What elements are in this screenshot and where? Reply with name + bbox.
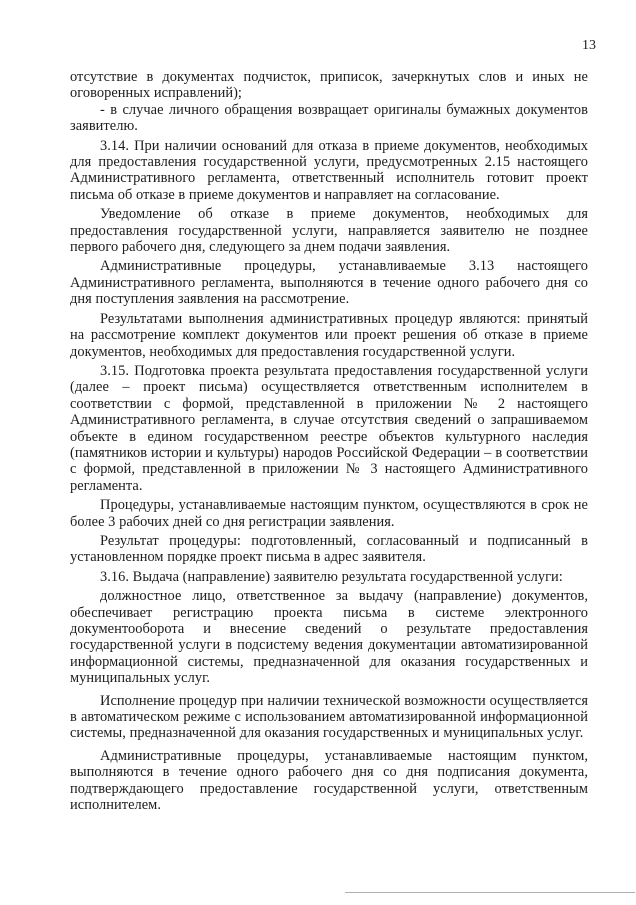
paragraph-refusal-notice: Уведомление об отказе в приеме документов, необходимых для предоставления государственной услуги, направляется заявителю не позднее первого рабочего дня, следующего за днем подачи заявления. <box>70 206 588 256</box>
paragraph-3-16: 3.16. Выдача (направление) заявителю результата государственной услуги: <box>100 568 563 585</box>
paragraph-3-14: 3.14. При наличии оснований для отказа в приеме документов, необходимых для предоставления государственной услуги, предусмотренных 2.15 настоящего Административного регламента, ответственный исполнитель готовит проект письма об отказе в приеме документов и направляет на согласование. <box>70 137 588 203</box>
paragraph-admin-procedures-3-13: Административные процедуры, устанавливаемые 3.13 настоящего Административного регламента, выполняются в течение одного рабочего дня со дня поступления заявления на рассмотрение. <box>70 258 588 308</box>
page-number: 13 <box>582 38 596 53</box>
paragraph-automatic-mode: Исполнение процедур при наличии технической возможности осуществляется в автоматическом режиме с использованием автоматизированной информационной системы, предназначенной для оказания государственных и муниципальных услуг. <box>70 692 588 742</box>
paragraph-3-15: 3.15. Подготовка проекта результата предоставления государственной услуги (далее – проект письма) осуществляется ответственным исполнителем в соответствии с формой, представленной в приложении № 2 настоящего Административного регламента, в случае отсутствия сведений о запрашиваемом объекте в едином государственном реестре объектов культурного наследия (памятников истории и культуры) народов Российской Федерации – в соответствии с формой, представленной в приложении № 3 настоящего Административного регламента. <box>70 362 588 494</box>
paragraph-return-originals: - в случае личного обращения возвращает оригиналы бумажных документов заявителю. <box>70 101 588 135</box>
paragraph-admin-procedures-deadline: Административные процедуры, устанавливаемые настоящим пунктом, выполняются в течение одного рабочего дня со дня подписания документа, подтверждающего предоставление государственной услуги, ответственным исполнителем. <box>70 747 588 814</box>
paragraph-continuation: отсутствие в документах подчисток, приписок, зачеркнутых слов и иных не оговоренных исправлений); <box>70 69 588 102</box>
paragraph-procedure-results: Результатами выполнения административных процедур являются: принятый на рассмотрение комплект документов или проект решения об отказе в приеме документов, необходимых для предоставления государственной услуги. <box>70 310 588 360</box>
document-body <box>70 69 588 813</box>
paragraph-procedure-deadline: Процедуры, устанавливаемые настоящим пунктом, осуществляются в срок не более 3 рабочих дней со дня регистрации заявления. <box>70 497 588 530</box>
paragraph-official-duties: должностное лицо, ответственное за выдачу (направление) документов, обеспечивает регистрацию проекта письма в системе электронного документооборота и внесение сведений о результате предоставления государственной услуги в подсистему ведения документации автоматизированной информационной системы, предназначенной для оказания государственных и муниципальных услуг. <box>70 588 588 687</box>
paragraph-procedure-result: Результат процедуры: подготовленный, согласованный и подписанный в установленном порядке проект письма в адрес заявителя. <box>70 532 588 566</box>
scan-edge-line <box>345 892 635 893</box>
